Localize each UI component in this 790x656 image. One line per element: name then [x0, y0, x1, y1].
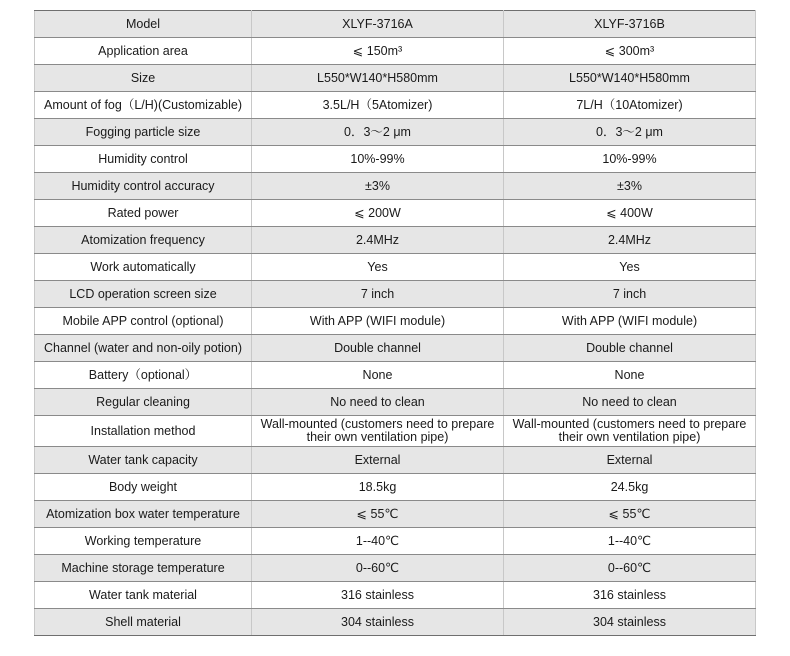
row-value-b: 1--40℃	[504, 528, 756, 555]
row-value-a: ⩽ 200W	[252, 200, 504, 227]
row-value-b: With APP (WIFI module)	[504, 308, 756, 335]
row-value-a: 0--60℃	[252, 555, 504, 582]
row-label: Channel (water and non-oily potion)	[35, 335, 252, 362]
row-label: Rated power	[35, 200, 252, 227]
row-value-a: 7 inch	[252, 281, 504, 308]
table-row	[35, 119, 756, 146]
row-label: Working temperature	[35, 528, 252, 555]
header-model-b: XLYF-3716B	[504, 11, 756, 38]
table-row	[35, 308, 756, 335]
row-value-a: 0．3～2 μm	[252, 119, 504, 146]
row-label: Atomization frequency	[35, 227, 252, 254]
row-label: Installation method	[35, 416, 252, 447]
row-value-b: No need to clean	[504, 389, 756, 416]
row-label: Regular cleaning	[35, 389, 252, 416]
table-row	[35, 582, 756, 609]
table-row	[35, 528, 756, 555]
table-row	[35, 555, 756, 582]
row-value-b: 0．3～2 μm	[504, 119, 756, 146]
row-value-a: ⩽ 150m³	[252, 38, 504, 65]
table-row	[35, 281, 756, 308]
row-value-b: 0--60℃	[504, 555, 756, 582]
header-label: Model	[35, 11, 252, 38]
table-row	[35, 254, 756, 281]
row-value-a: 10%-99%	[252, 146, 504, 173]
row-value-a: ±3%	[252, 173, 504, 200]
row-label: Humidity control	[35, 146, 252, 173]
row-value-b: 304 stainless	[504, 609, 756, 636]
row-value-b: 7L/H（10Atomizer)	[504, 92, 756, 119]
row-value-a: With APP (WIFI module)	[252, 308, 504, 335]
row-value-a: Yes	[252, 254, 504, 281]
table-row	[35, 474, 756, 501]
row-label: Size	[35, 65, 252, 92]
header-model-a: XLYF-3716A	[252, 11, 504, 38]
table-row	[35, 389, 756, 416]
row-value-a: 316 stainless	[252, 582, 504, 609]
row-value-b: 7 inch	[504, 281, 756, 308]
row-value-a: 3.5L/H（5Atomizer)	[252, 92, 504, 119]
table-row	[35, 609, 756, 636]
row-value-b: Double channel	[504, 335, 756, 362]
row-value-a: 1--40℃	[252, 528, 504, 555]
table-row	[35, 146, 756, 173]
row-value-b: None	[504, 362, 756, 389]
row-label: Fogging particle size	[35, 119, 252, 146]
row-value-a: 18.5kg	[252, 474, 504, 501]
table-row	[35, 501, 756, 528]
row-value-a: No need to clean	[252, 389, 504, 416]
row-value-b: External	[504, 447, 756, 474]
row-value-b: 316 stainless	[504, 582, 756, 609]
table-row	[35, 200, 756, 227]
row-label: Water tank material	[35, 582, 252, 609]
row-label: Shell material	[35, 609, 252, 636]
row-value-b-line-2: their own ventilation pipe)	[558, 430, 701, 444]
table-row	[35, 227, 756, 254]
row-label: Work automatically	[35, 254, 252, 281]
row-value-b: Yes	[504, 254, 756, 281]
row-value-a: External	[252, 447, 504, 474]
row-label: Body weight	[35, 474, 252, 501]
row-value-a	[252, 416, 504, 447]
spec-table	[34, 10, 756, 636]
row-value-b: ⩽ 300m³	[504, 38, 756, 65]
row-value-b: ±3%	[504, 173, 756, 200]
row-value-b-line-1: Wall-mounted (customers need to prepare	[512, 417, 747, 431]
row-value-a: 2.4MHz	[252, 227, 504, 254]
row-value-a: ⩽ 55℃	[252, 501, 504, 528]
row-label: Humidity control accuracy	[35, 173, 252, 200]
row-value-b: 10%-99%	[504, 146, 756, 173]
table-row	[35, 173, 756, 200]
row-value-b: 2.4MHz	[504, 227, 756, 254]
row-value-a-line-1: Wall-mounted (customers need to prepare	[260, 417, 495, 431]
row-label: Application area	[35, 38, 252, 65]
row-value-a: L550*W140*H580mm	[252, 65, 504, 92]
table-row	[35, 362, 756, 389]
row-label: Water tank capacity	[35, 447, 252, 474]
row-value-a: 304 stainless	[252, 609, 504, 636]
row-value-a: None	[252, 362, 504, 389]
table-row	[35, 92, 756, 119]
table-row	[35, 65, 756, 92]
table-row	[35, 447, 756, 474]
row-value-a: Double channel	[252, 335, 504, 362]
row-value-b: ⩽ 400W	[504, 200, 756, 227]
table-row	[35, 335, 756, 362]
row-value-b: 24.5kg	[504, 474, 756, 501]
table-row	[35, 38, 756, 65]
row-label: LCD operation screen size	[35, 281, 252, 308]
row-label: Amount of fog（L/H)(Customizable)	[35, 92, 252, 119]
row-value-b	[504, 416, 756, 447]
row-value-a-line-2: their own ventilation pipe)	[306, 430, 449, 444]
row-label: Battery（optional）	[35, 362, 252, 389]
row-value-b: L550*W140*H580mm	[504, 65, 756, 92]
row-label: Machine storage temperature	[35, 555, 252, 582]
row-value-b: ⩽ 55℃	[504, 501, 756, 528]
table-header-row	[35, 11, 756, 38]
row-label: Mobile APP control (optional)	[35, 308, 252, 335]
row-label: Atomization box water temperature	[35, 501, 252, 528]
table-row	[35, 416, 756, 447]
